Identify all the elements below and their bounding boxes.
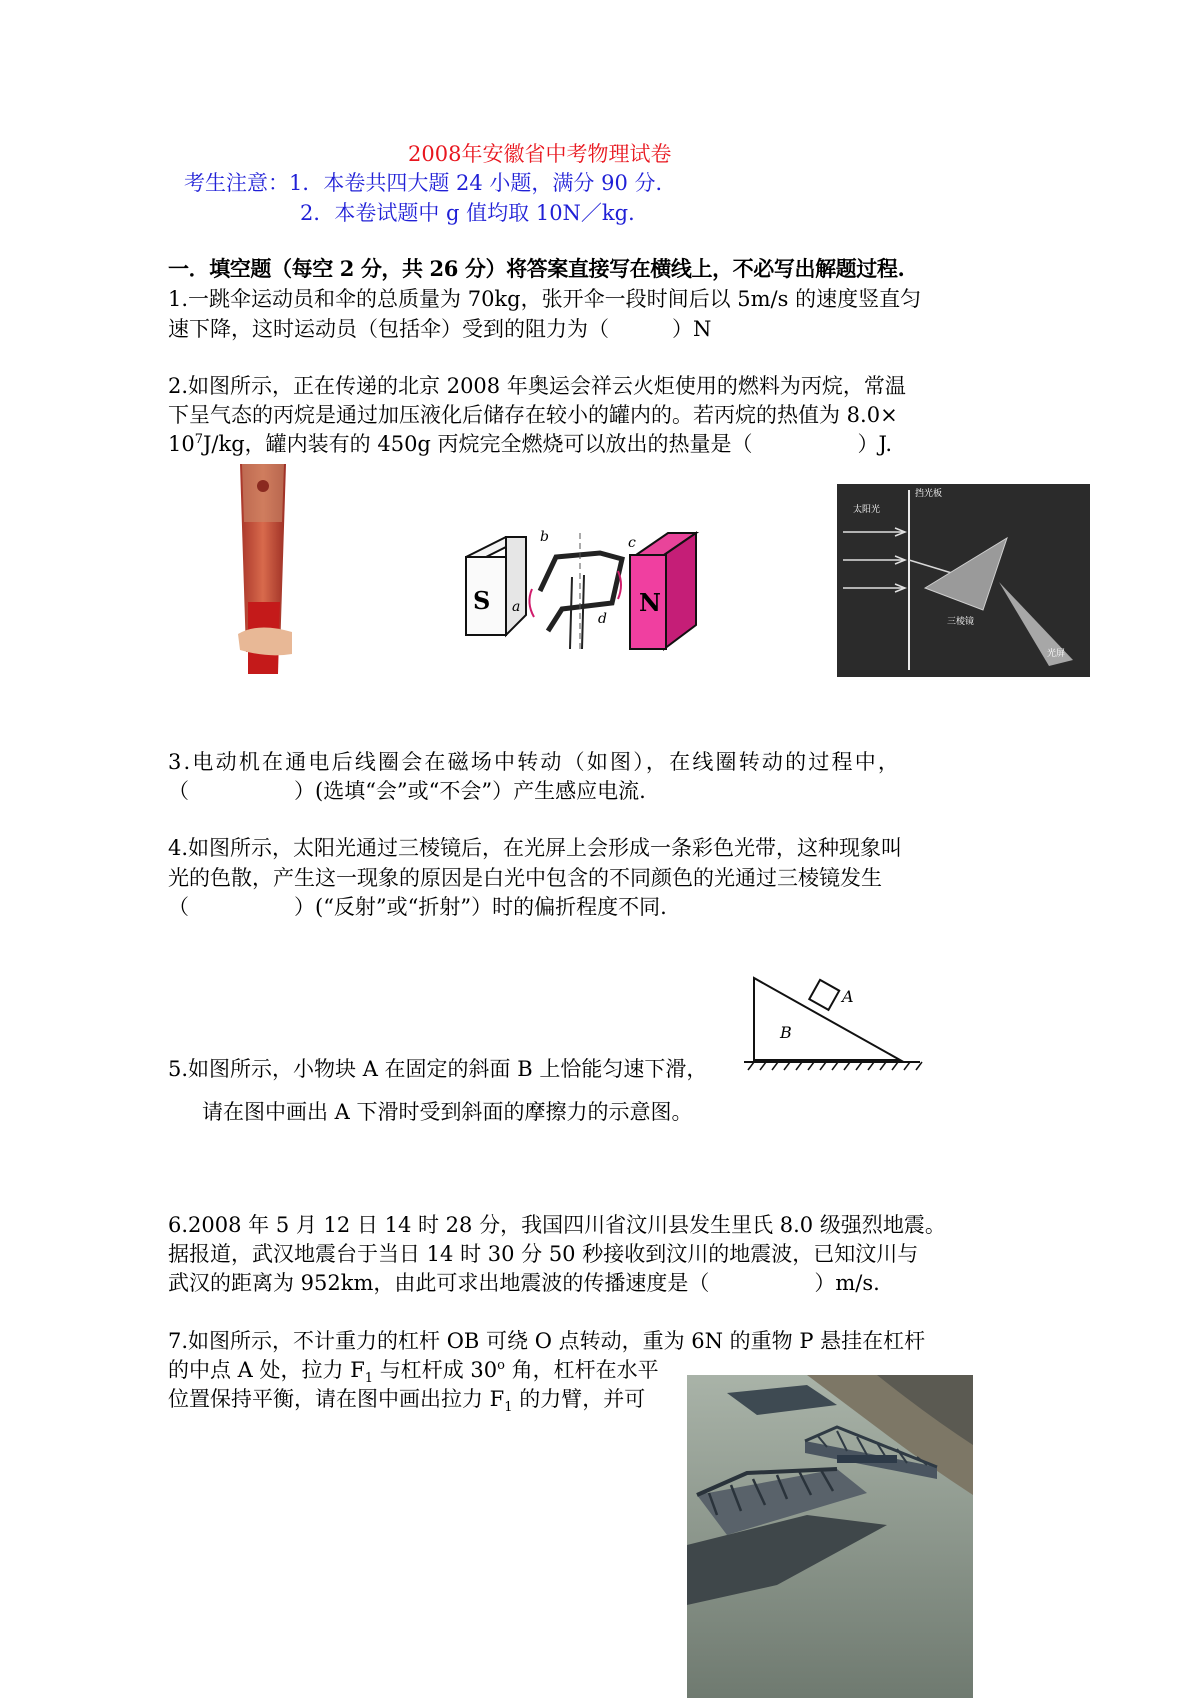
q2-line-3-rest: J/kg，罐内装有的 450g 丙烷完全燃烧可以放出的热量是（ ）J. — [203, 432, 893, 456]
bridge-photo — [687, 1375, 973, 1698]
notice-item-2: 2．本卷试题中 g 值均取 10N／kg． — [300, 201, 650, 225]
q7-line-2a: 的中点 A 处，拉力 F — [168, 1358, 365, 1382]
q7-line-2-sup: o — [497, 1358, 505, 1373]
q1-line-2: 速下降，这时运动员（包括伞）受到的阻力为（ ）N — [168, 317, 712, 341]
q7-line-2c: 角，杠杆在水平 — [504, 1358, 659, 1382]
sunlight-label: 太阳光 — [853, 505, 881, 515]
q7-line-2b: 与杠杆成 30 — [373, 1358, 498, 1382]
q2-line-3-base: 10 — [168, 432, 195, 456]
q2-line-3 — [168, 428, 892, 460]
coil-label-b: b — [540, 529, 549, 545]
section-1-heading: 一．填空题（每空 2 分，共 26 分）将答案直接写在横线上，不必写出解题过程. — [168, 256, 905, 281]
q2-line-2: 下呈气态的丙烷是通过加压液化后储存在较小的罐内的。若丙烷的热值为 8.0× — [168, 403, 898, 427]
q4-line-2: 光的色散，产生这一现象的原因是白光中包含的不同颜色的光通过三棱镜发生 — [168, 866, 882, 890]
boat — [837, 1455, 897, 1463]
incline-label-a: A — [842, 987, 854, 1006]
q7-line-3a: 位置保持平衡，请在图中画出拉力 F — [168, 1387, 505, 1411]
torch-top-pattern — [242, 464, 284, 522]
q7-line-3 — [168, 1383, 645, 1415]
coil-label-a: a — [512, 599, 521, 615]
q3-line-1: 3.电动机在通电后线圈会在磁场中转动（如图），在线圈转动的过程中， — [168, 750, 902, 774]
q6-line-2: 据报道，武汉地震台于当日 14 时 30 分 50 秒接收到汶川的地震波，已知汶川与 — [168, 1242, 919, 1266]
notice-item-1: 1．本卷共四大题 24 小题，满分 90 分． — [289, 171, 677, 195]
q5-line-1: 5.如图所示，小物块 A 在固定的斜面 B 上恰能匀速下滑， — [168, 1057, 708, 1081]
q3-line-2: （ ）(选填“会”或“不会”）产生感应电流. — [168, 779, 646, 803]
q4-line-3: （ ）(“反射”或“折射”）时的偏折程度不同. — [168, 895, 667, 919]
coil-wire — [540, 553, 622, 631]
hand-icon — [238, 627, 292, 655]
coil-label-d: d — [598, 611, 607, 627]
q7-line-3-sub: 1 — [504, 1400, 513, 1416]
notice-prefix: 考生注意： — [184, 171, 289, 195]
q7-line-2-sub: 1 — [364, 1371, 374, 1387]
coil-label-c: c — [628, 535, 636, 551]
ground-hatching — [748, 1062, 922, 1070]
incline-figure — [740, 972, 924, 1072]
q6-line-3: 武汉的距离为 952km，由此可求出地震波的传播速度是（ ）m/s. — [168, 1271, 880, 1295]
page-title: 2008年安徽省中考物理试卷 — [408, 142, 672, 166]
notice-line-1 — [184, 167, 677, 199]
force-arrow-left — [529, 589, 534, 617]
q7-line-1: 7.如图所示，不计重力的杠杆 OB 可绕 O 点转动，重为 6N 的重物 P 悬挂在杠杆 — [168, 1329, 926, 1353]
screen-label: 光屏 — [1047, 649, 1066, 659]
torch-emblem — [257, 480, 269, 492]
commutator-leads — [570, 575, 584, 649]
q7-line-2 — [168, 1354, 659, 1386]
incline-label-b: B — [780, 1023, 792, 1042]
q5-line-2: 请在图中画出 A 下滑时受到斜面的摩擦力的示意图。 — [202, 1100, 693, 1124]
q4-line-1: 4.如图所示，太阳光通过三棱镜后，在光屏上会形成一条彩色光带，这种现象叫 — [168, 836, 903, 860]
q2-line-3-exp: 7 — [194, 432, 204, 447]
s-label: S — [473, 586, 491, 615]
q6-line-1: 6.2008 年 5 月 12 日 14 时 28 分，我国四川省汶川县发生里氏 8.0 级强烈地震。 — [168, 1213, 946, 1237]
block-a — [809, 980, 839, 1010]
q7-line-3b: 的力臂，并可 — [512, 1387, 646, 1411]
q1-line-1: 1.一跳伞运动员和伞的总质量为 70kg，张开伞一段时间后以 5m/s 的速度竖直匀 — [168, 287, 922, 311]
q2-line-1: 2.如图所示，正在传递的北京 2008 年奥运会祥云火炬使用的燃料为丙烷，常温 — [168, 374, 906, 398]
n-label: N — [639, 588, 661, 617]
prism-figure — [837, 484, 1090, 677]
motor-coil-figure — [452, 519, 708, 655]
prism-label: 三棱镜 — [947, 617, 975, 627]
torch-figure — [228, 462, 298, 674]
board-label: 挡光板 — [915, 489, 943, 499]
